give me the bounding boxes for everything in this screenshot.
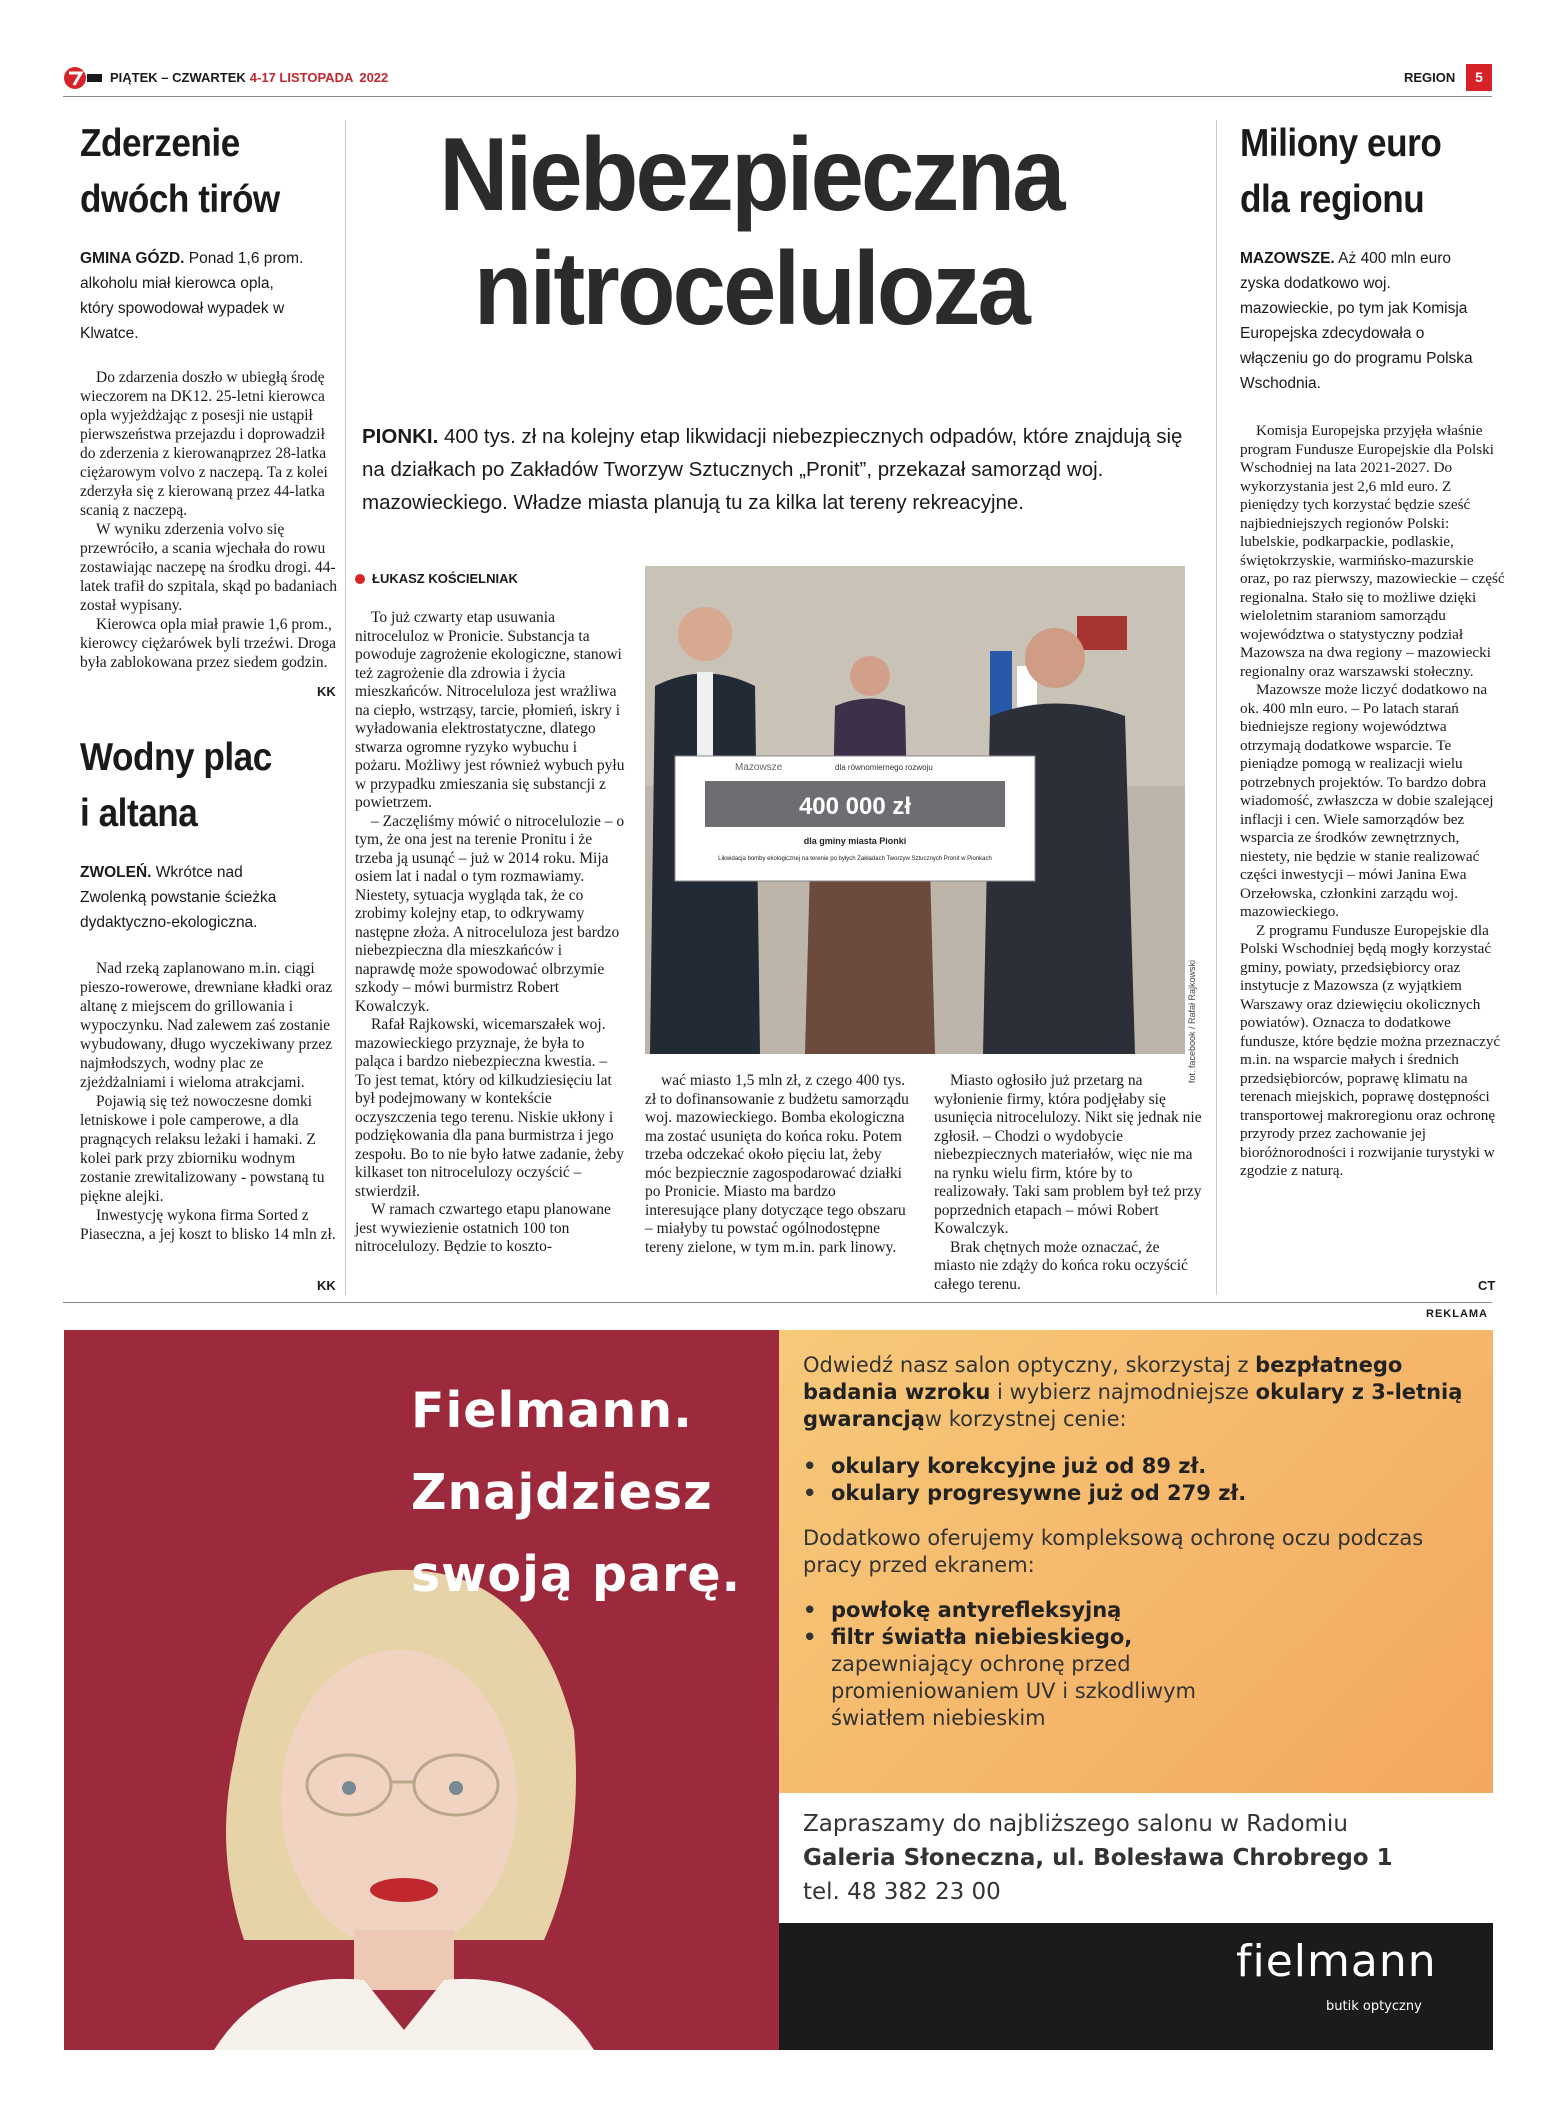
article-body: Do zdarzenia doszło w ubiegłą środę wieczorem na DK12. 25-letni kierowca opla wyjeżdżając z posesji nie ustąpił pierwszeństwa przejazdu i doprowadził do zderzenia z kierowanąprzez 28-latka ciężarowym volvo z naczepą. Ta z kolei zderzyła się z kierowaną przez 44-latka scanią z naczepą. W wyniku zderzenia volvo się przewróciło, a scania wjechała do rowu zostawiając naczepę na środku drogi. 44-latek trafił do szpitala, skąd po badaniach został wypisany. Kierowca opla miał prawie 1,6 prom., kierowcy ciężarówek byli trzeźwi. Droga była zablokowana przez siedem godzin. (80, 369, 337, 671)
photo-credit: fot. facebook / Rafał Rajkowski (1187, 960, 1197, 1084)
ad-offer-text (803, 1352, 1473, 1732)
fielmann-logo: fielmann (1236, 1936, 1437, 1987)
page-number: 5 (1466, 64, 1492, 91)
column-divider-right (1216, 120, 1217, 1295)
byline: ŁUKASZ KOŚCIELNIAK (355, 571, 518, 586)
svg-text:Mazowsze: Mazowsze (735, 762, 783, 773)
newspaper-logo-icon (63, 66, 103, 90)
price-item: • okulary korekcyjne już od 89 zł. (803, 1453, 1473, 1480)
article-water-park (80, 730, 338, 1244)
issue-days: PIĄTEK – CZWARTEK (110, 70, 246, 85)
header-divider (63, 96, 1492, 97)
byline-dot-icon (355, 574, 365, 584)
issue-date (110, 70, 388, 85)
author-initials: KK (317, 684, 336, 699)
article-lead: GMINA GÓZD. Ponad 1,6 prom. alkoholu miał kierowca opla, który spowodował wypadek w Klwatce. (80, 250, 304, 342)
svg-text:Likwidacja bomby ekologicznej: Likwidacja bomby ekologicznej na terenie po byłych Zakładach Tworzyw Sztucznych Pronit w Pionkach (718, 856, 992, 862)
svg-text:400 000 zł: 400 000 zł (798, 793, 912, 820)
article-lead: MAZOWSZE. Aż 400 mln euro zyska dodatkowo woj. mazowieckie, po tym jak Komisja Europejska zdecydowała o włączeniu go do programu Polska Wschodnia. (1240, 250, 1473, 392)
price-item: • okulary progresywne już od 279 zł. (803, 1480, 1473, 1507)
brand-tagline: butik optyczny (1326, 1999, 1422, 2014)
price-list (803, 1453, 1473, 1507)
svg-text:dla równomiernego rozwoju: dla równomiernego rozwoju (835, 763, 933, 772)
main-headline: Niebezpieczna nitroceluloza (439, 117, 1063, 347)
column-divider-left (345, 120, 346, 1295)
svg-text:dla gminy miasta Pionki: dla gminy miasta Pionki (803, 836, 907, 846)
ad-slogan: Fielmann. Znajdziesz swoją parę. (411, 1382, 742, 1603)
main-column-2: wać miasto 1,5 mln zł, z czego 400 tys. zł to dofinansowanie z budżetu samorządu woj. mazowieckiego. Bomba ekologiczna ma zostać usunięta do końca roku. Potem trzeba odczekać około pięciu lat, żeby móc bezpiecznie zagospodarować działki po Pronicie. Miasto ma bardzo interesujące plany dotyczące tego obszaru – miałyby tu powstać ogólnodostępne tereny zielone, w tym m.in. park linowy. (645, 1072, 909, 1256)
article-title: Miliony euro dla regionu (1240, 122, 1442, 221)
main-column-3: Miasto ogłosiło już przetarg na wyłonienie firmy, która podjęłaby się usunięcia nitrocelulozy. Nikt się jednak nie zgłosił. – Chodzi o wydobycie niebezpiecznych materiałów, więc nie ma na rynku wielu firm, które by to realizowały. Taki sam problem był też przy poprzednich etapach – mówi Robert Kowalczyk. Brak chętnych może oznaczać, że miasto nie zdąży do końca roku oczyścić całego terenu. (934, 1072, 1202, 1293)
article-photo (645, 566, 1185, 1054)
ad-label: REKLAMA (1426, 1308, 1488, 1320)
feature-item: • filtr światła niebieskiego, (803, 1624, 1473, 1651)
article-body: Komisja Europejska przyjęła właśnie program Fundusze Europejskie dla Polski Wschodniej na lata 2021-2027. Do wykorzystania jest 2,6 mld euro. Z pieniędzy tych korzystać będzie sześć najbiedniejszych regionów Polski: lubelskie, podkarpackie, podlaskie, świętokrzyskie, warmińsko-mazurskie oraz, po raz pierwszy, mazowieckie – część regionalna. Stało się to możliwe dzięki wieloletnim staraniom samorządu województwa o statystyczny podział Mazowsza na dwa regiony – mazowiecki regionalny oraz warszawski stołeczny. Mazowsze może liczyć dodatkowo na ok. 400 mln euro. – Po latach starań biedniejsze regiony województwa otrzymają dodatkowe wsparcie. Te pieniądze pomogą w realizacji wielu potrzebnych projektów. To bardzo dobra wiadomość, zwłaszcza w dobie szalejącej inflacji i cen. Wiele samorządów bez wsparcia ze środków zewnętrznych, niestety, nie będzie w stanie realizować części inwestycji – mówi Janina Ewa Orzełowska, członkini zarządu woj. mazowieckiego. Z programu Fundusze Europejskie dla Polski Wschodniej będą mogły korzystać gminy, powiaty, przedsiębiorcy oraz instytucje z Mazowsza (z wyjątkiem Warszawy oraz dziewięciu okolicznych powiatów). Oznacza to dodatkowe fundusze, które będzie można przeznaczyć m.in. na wsparcie małych i średnich przedsiębiorców, poprawę klimatu na terenach miejskich, poprawę dostępności transportowej makroregionu oraz ochronę przyrody przez zachowanie jej bioróżnorodności i rozwijanie turystyki w zgodzie z naturą. (1240, 422, 1505, 1179)
feature-item: • powłokę antyrefleksyjną (803, 1597, 1473, 1624)
issue-dates: 4-17 LISTOPADA (249, 70, 354, 85)
issue-year: 2022 (359, 70, 389, 85)
article-title: Zderzenie dwóch tirów (80, 122, 280, 221)
article-lead: ZWOLEŃ. Wkrótce nad Zwolenką powstanie ścieżka dydaktyczno-ekologiczna. (80, 864, 277, 931)
ad-extra: Dodatkowo oferujemy kompleksową ochronę oczu podczas pracy przed ekranem: (803, 1526, 1424, 1577)
feature-description: zapewniający ochronę przed promieniowaniem UV i szkodliwym światłem niebieskim (831, 1652, 1196, 1730)
article-body: Nad rzeką zaplanowano m.in. ciągi pieszo-rowerowe, drewniane kładki oraz altanę z miejscem do grillowania i wypoczynku. Nad zalewem zaś zostanie wybudowany, długo wyczekiwany przez najmłodszych, wodny plac ze zjeżdżalniami i wieloma atrakcjami. Pojawią się też nowoczesne domki letniskowe i pole camperowe, a dla pragnących relaksu leżaki i hamaki. Z kolei park przy zbiorniku wodnym zostanie zrewitalizowany - powstaną tu piękne alejki. Inwestycję wykona firma Sorted z Piaseczna, a jej koszt to blisko 14 mln zł. (80, 960, 336, 1243)
ad-address: Zapraszamy do najbliższego salonu w Radomiu Galeria Słoneczna, ul. Bolesława Chrobrego 1 tel. 48 382 23 00 (803, 1811, 1393, 1905)
feature-list (803, 1597, 1473, 1651)
main-column-1: To już czwarty etap usuwania nitroceluloz w Pronicie. Substancja ta powoduje zagrożenie ekologiczne, stanowi też zagrożenie dla zdrowia i życia mieszkańców. Nitroceluloza jest wrażliwa na ciepło, wstrząsy, tarcie, płomień, iskry i wyładowania elektrostatyczne, dlatego stwarza ogromne ryzyko wybuchu i pożaru. Możliwy jest również wybuch pyłu w przypadku zmieszania się substancji z powietrzem. – Zaczęliśmy mówić o nitrocelulozie – o tym, że ona jest na terenie Pronitu i że trzeba ją usunąć – już w 2014 roku. Mija osiem lat i nadal o tym rozmawiamy. Niestety, sytuacja wygląda tak, że co zrobimy kolejny etap, to odkrywamy następne złoża. A nitroceluloza jest bardzo niebezpieczna dla mieszkańców i naprawdę może spowodować olbrzymie szkody – mówi burmistrz Robert Kowalczyk. Rafał Rajkowski, wicemarszałek woj. mazowieckiego przyznaje, że była to paląca i bardzo niebezpieczna kwestia. – To jest temat, który od kilkudziesięciu lat był podejmowany w kontekście oczyszczenia tego terenu. Niskie ukłony i podziękowania dla pana burmistrza i jego zespołu. Bo to nie było łatwe zadanie, żeby kilkaset ton nitrocelulozy oczyścić – stwierdził. W ramach czwartego etapu planowane jest wywiezienie ostatnich 100 ton nitrocelulozy. Będzie to koszto- (355, 609, 625, 1255)
section-label: REGION (1404, 70, 1456, 85)
author-initials: KK (317, 1278, 336, 1293)
author-initials: CT (1478, 1278, 1496, 1293)
article-title: Wodny plac i altana (80, 736, 272, 835)
ad-divider (63, 1302, 1492, 1303)
ad-intro: Odwiedź nasz salon optyczny, skorzystaj z bezpłatnego badania wzroku i wybierz najmodniejsze okulary z 3-letnią gwarancjąw korzystnej cenie: (803, 1353, 1463, 1431)
article-eu-funds (1240, 116, 1505, 1181)
main-lead: PIONKI. 400 tys. zł na kolejny etap likwidacji niebezpiecznych odpadów, które znajdują się na działkach po Zakładów Tworzyw Sztucznych „Pronit”, przekazał samorząd woj. mazowieckiego. Władze miasta planują tu za kilka lat tereny rekreacyjne. (362, 425, 1183, 514)
article-collision (80, 116, 338, 672)
photo-illustration (645, 566, 1185, 1054)
